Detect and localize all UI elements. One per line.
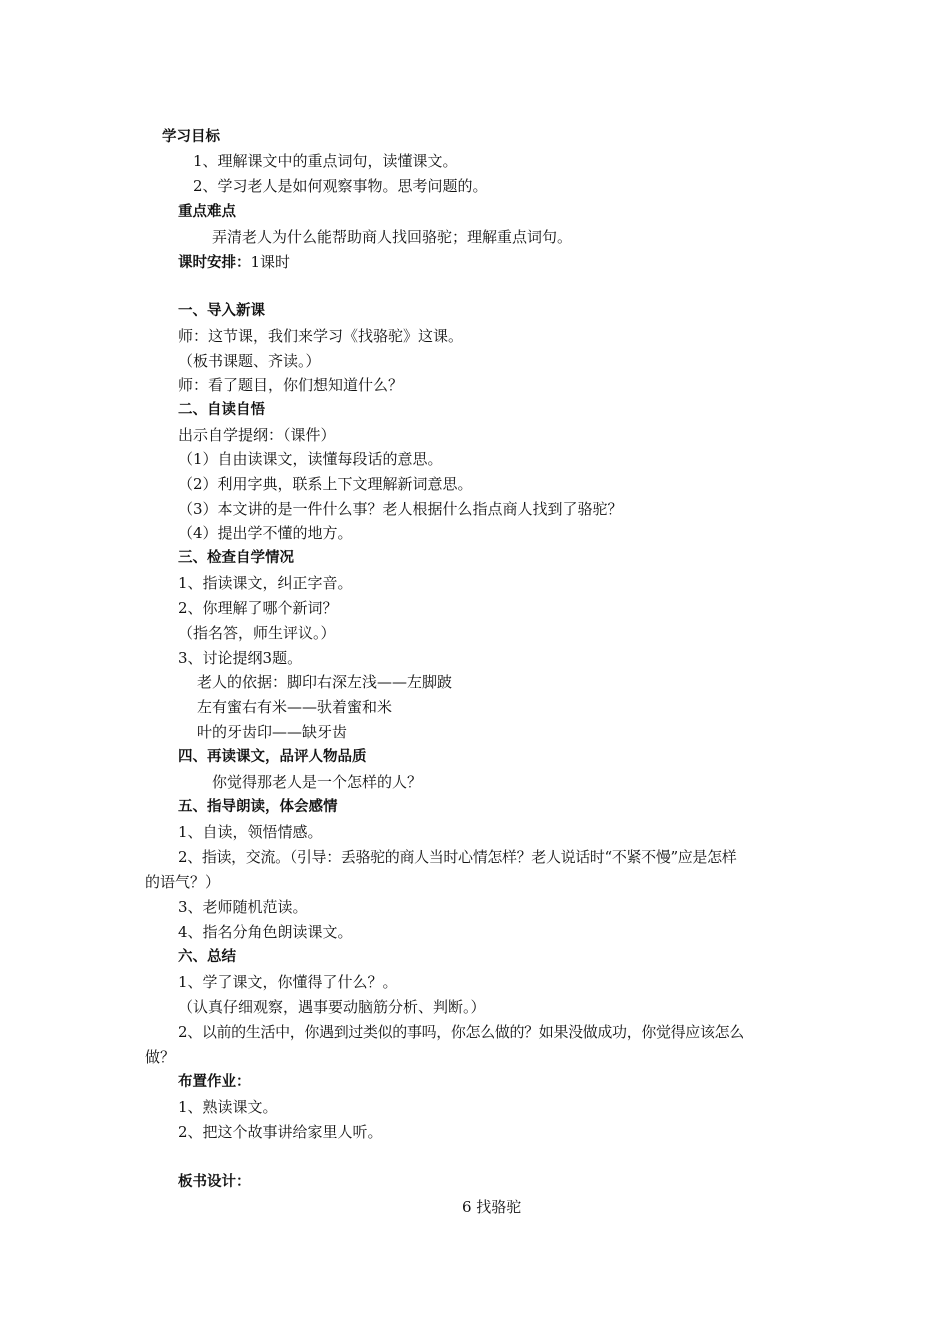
section6-line: 2、以前的生活中，你遇到过类似的事吗，你怎么做的？如果没做成功，你觉得应该怎么 bbox=[178, 1023, 744, 1041]
section4-text: 你觉得那老人是一个怎样的人？ bbox=[212, 773, 423, 791]
section3-heading: 三、检查自学情况 bbox=[178, 550, 294, 566]
evidence-line: 左有蜜右有米——驮着蜜和米 bbox=[197, 698, 393, 716]
section5-heading: 五、指导朗读，体会感情 bbox=[178, 799, 338, 815]
homework-item: 2、把这个故事讲给家里人听。 bbox=[178, 1123, 383, 1141]
schedule-value: 1课时 bbox=[250, 253, 291, 271]
homework-heading: 布置作业： bbox=[178, 1074, 251, 1090]
section5-line: 4、指名分角色朗读课文。 bbox=[178, 923, 353, 941]
section1-heading: 一、导入新课 bbox=[178, 303, 265, 319]
key-points-heading: 重点难点 bbox=[178, 204, 236, 220]
evidence-line: 老人的依据：脚印右深左浅——左脚跛 bbox=[197, 673, 453, 691]
section5-line: 1、自读，领悟情感。 bbox=[178, 823, 323, 841]
schedule-line bbox=[178, 250, 290, 275]
schedule-label: 课时安排： bbox=[178, 255, 251, 271]
section4-heading: 四、再读课文，品评人物品质 bbox=[178, 749, 367, 765]
board-title: 6 找骆驼 bbox=[462, 1198, 522, 1216]
section6-heading: 六、总结 bbox=[178, 949, 236, 965]
objective-item: 2、学习老人是如何观察事物。思考问题的。 bbox=[193, 177, 488, 195]
key-points-text: 弄清老人为什么能帮助商人找回骆驼；理解重点词句。 bbox=[212, 228, 573, 246]
section2-line: （2）利用字典，联系上下文理解新词意思。 bbox=[178, 475, 473, 493]
objective-item: 1、理解课文中的重点词句，读懂课文。 bbox=[193, 152, 458, 170]
section3-line: 1、指读课文，纠正字音。 bbox=[178, 574, 353, 592]
evidence-line: 叶的牙齿印——缺牙齿 bbox=[197, 723, 348, 741]
objectives-heading: 学习目标 bbox=[162, 129, 220, 145]
section6-line-continued: 做？ bbox=[145, 1048, 176, 1066]
section2-line: （4）提出学不懂的地方。 bbox=[178, 524, 353, 542]
section1-line: 师：这节课，我们来学习《找骆驼》这课。 bbox=[178, 327, 464, 345]
homework-item: 1、熟读课文。 bbox=[178, 1098, 278, 1116]
section3-line: （指名答，师生评议。） bbox=[178, 624, 336, 642]
section2-line: （3）本文讲的是一件什么事？老人根据什么指点商人找到了骆驼？ bbox=[178, 500, 623, 518]
section1-line: 师：看了题目，你们想知道什么？ bbox=[178, 376, 404, 394]
section2-heading: 二、自读自悟 bbox=[178, 402, 265, 418]
section3-line: 3、讨论提纲3题。 bbox=[178, 649, 303, 667]
section5-line: 3、老师随机范读。 bbox=[178, 898, 308, 916]
section2-line: （1）自由读课文，读懂每段话的意思。 bbox=[178, 450, 443, 468]
section5-line: 2、指读，交流。（引导：丢骆驼的商人当时心情怎样？老人说话时“不紧不慢”应是怎样 bbox=[178, 848, 737, 866]
section3-line: 2、你理解了哪个新词？ bbox=[178, 599, 338, 617]
section2-line: 出示自学提纲：（课件） bbox=[178, 426, 336, 444]
board-heading: 板书设计： bbox=[178, 1174, 251, 1190]
section6-note: （认真仔细观察，遇事要动脑筋分析、判断。） bbox=[178, 998, 486, 1016]
section5-line-continued: 的语气？） bbox=[145, 873, 221, 891]
section6-line: 1、学了课文，你懂得了什么？。 bbox=[178, 973, 398, 991]
section1-line: （板书课题、齐读。） bbox=[178, 352, 321, 370]
